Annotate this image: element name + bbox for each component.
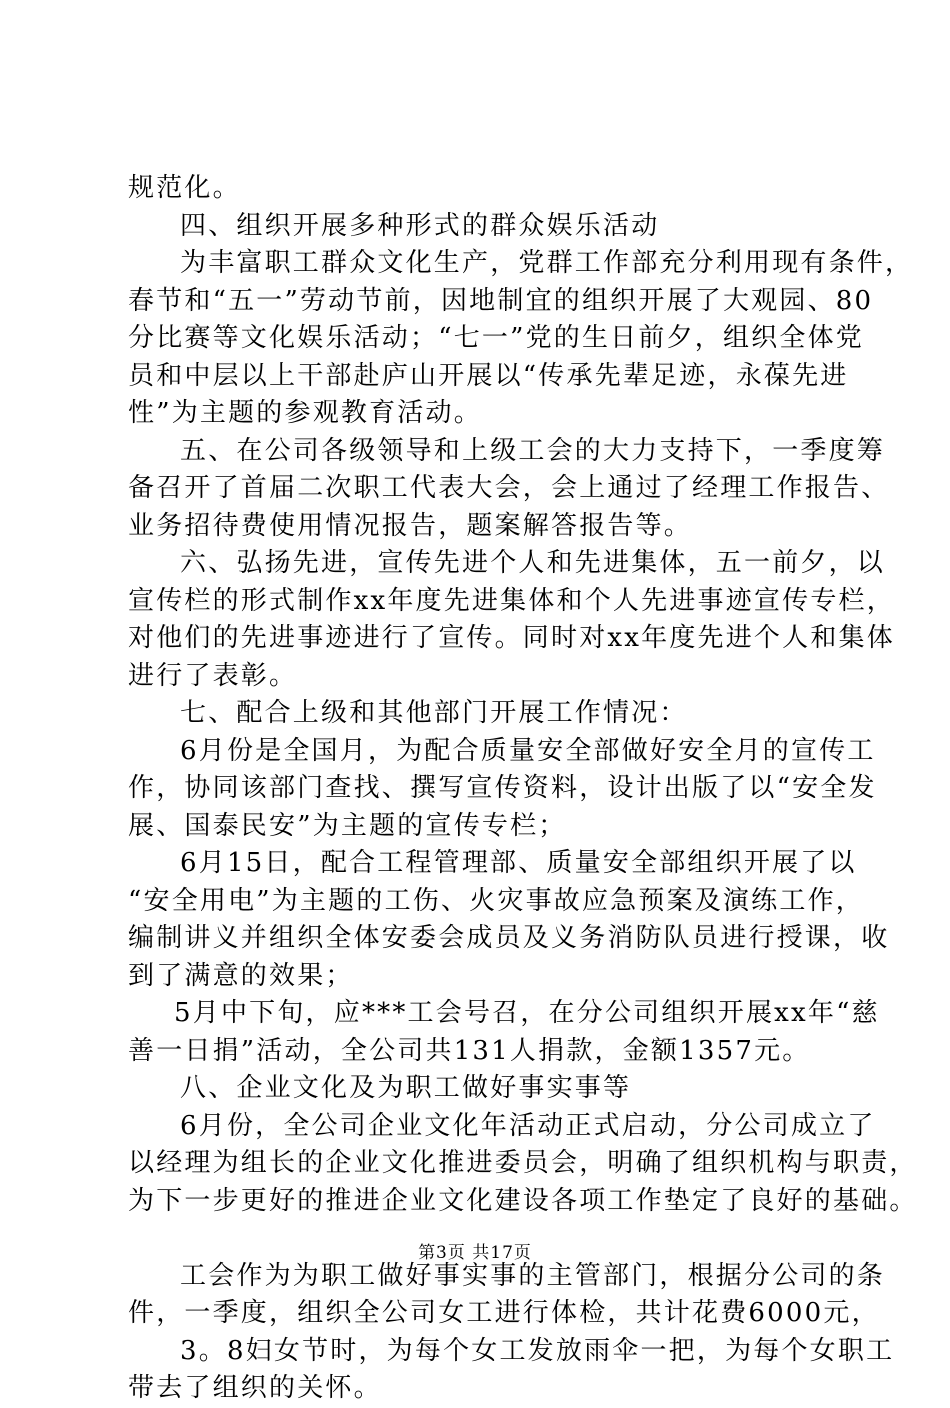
text-line: 6月15日，配合工程管理部、质量安全部组织开展了以 bbox=[180, 848, 857, 878]
text-line: 员和中层以上干部赴庐山开展以“传承先辈足迹，永葆先进 bbox=[128, 360, 849, 391]
text-line: 展、国泰民安”为主题的宣传专栏； bbox=[128, 810, 567, 841]
page-footer: 第3页 共17页 bbox=[418, 1243, 532, 1263]
text-line: 工会作为为职工做好事实事的主管部门，根据分公司的条 bbox=[180, 1260, 886, 1291]
text-line: 6月份，全公司企业文化年活动正式启动，分公司成立了 bbox=[180, 1110, 876, 1141]
text-line: 件，一季度，组织全公司女工进行体检，共计花费6000元， bbox=[128, 1298, 880, 1328]
section-heading-6: 六、弘扬先进，宣传先进个人和先进集体，五一前夕，以 bbox=[180, 548, 886, 578]
text-line: 3。8妇女节时，为每个女工发放雨伞一把，为每个女职工 bbox=[180, 1335, 895, 1366]
section-heading-7: 七、配合上级和其他部门开展工作情况： bbox=[180, 698, 688, 728]
text-line: 规范化。 bbox=[128, 173, 241, 203]
text-line: 性”为主题的参观教育活动。 bbox=[128, 398, 482, 428]
body-text bbox=[128, 170, 918, 1408]
text-line: 编制讲义并组织全体安委会成员及义务消防队员进行授课，收 bbox=[128, 923, 890, 953]
text-line: “安全用电”为主题的工伤、火灾事故应急预案及演练工作， bbox=[128, 885, 864, 916]
text-line: 春节和“五一”劳动节前，因地制宜的组织开展了大观园、80 bbox=[128, 285, 874, 316]
text-line: 带去了组织的关怀。 bbox=[128, 1373, 382, 1403]
section-heading-4: 四、组织开展多种形式的群众娱乐活动 bbox=[180, 210, 660, 241]
text-line: 为丰富职工群众文化生产，党群工作部充分利用现有条件， bbox=[180, 248, 914, 278]
text-line: 6月份是全国月，为配合质量安全部做好安全月的宣传工 bbox=[180, 735, 876, 766]
text-line: 5月中下旬，应***工会号召，在分公司组织开展xx年“慈 bbox=[174, 998, 880, 1028]
text-line: 善一日捐”活动，全公司共131人捐款，金额1357元。 bbox=[128, 1035, 811, 1066]
text-line: 对他们的先进事迹进行了宣传。同时对xx年度先进个人和集体 bbox=[128, 623, 895, 653]
section-heading-8: 八、企业文化及为职工做好事实事等 bbox=[180, 1073, 632, 1103]
text-line: 进行了表彰。 bbox=[128, 660, 298, 691]
text-line: 分比赛等文化娱乐活动；“七一”党的生日前夕，组织全体党 bbox=[128, 323, 864, 353]
text-line: 业务招待费使用情况报告，题案解答报告等。 bbox=[128, 510, 693, 541]
section-heading-5: 五、在公司各级领导和上级工会的大力支持下，一季度筹 bbox=[180, 435, 886, 466]
text-line: 作，协同该部门查找、撰写宣传资料，设计出版了以“安全发 bbox=[128, 773, 877, 803]
text-line: 为下一步更好的推进企业文化建设各项工作垫定了良好的基础。 bbox=[128, 1185, 918, 1216]
text-line: 以经理为组长的企业文化推进委员会，明确了组织机构与职责， bbox=[128, 1148, 918, 1178]
text-line: 到了满意的效果； bbox=[128, 960, 354, 991]
text-line: 备召开了首届二次职工代表大会，会上通过了经理工作报告、 bbox=[128, 473, 890, 503]
text-line: 宣传栏的形式制作xx年度先进集体和个人先进事迹宣传专栏， bbox=[128, 585, 895, 616]
